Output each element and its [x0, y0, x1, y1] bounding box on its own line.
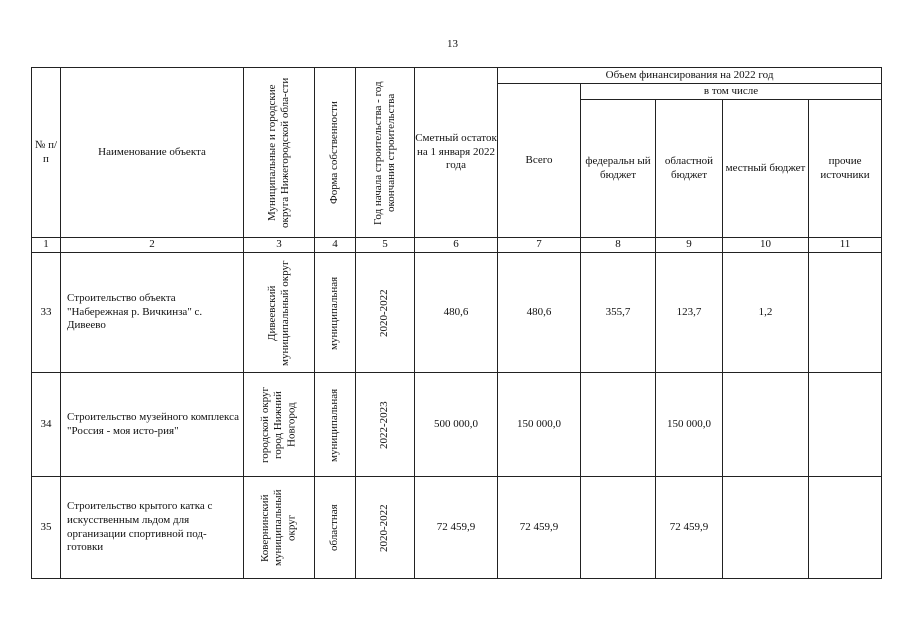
other-value [809, 373, 882, 477]
years-text: 2020-2022 [378, 288, 391, 337]
header-ownership-label: Форма собственности [328, 101, 341, 204]
row-number: 35 [32, 477, 61, 579]
column-number: 5 [356, 238, 415, 253]
years-cell [356, 253, 415, 373]
column-number: 9 [656, 238, 723, 253]
regional-value: 123,7 [656, 253, 723, 373]
total-value: 150 000,0 [498, 373, 581, 477]
header-row-number [32, 68, 61, 238]
years-text: 2020-2022 [378, 503, 391, 552]
header-subgroup [581, 84, 882, 100]
federal-value [581, 477, 656, 579]
header-subgroup-label: в том числе [703, 84, 759, 97]
header-federal [581, 100, 656, 238]
total-value: 72 459,9 [498, 477, 581, 579]
financing-table [31, 67, 882, 579]
header-federal-label: федеральн ый бюджет [585, 154, 651, 181]
ownership-text: муниципальная [328, 275, 341, 350]
header-object-name [61, 68, 244, 238]
column-number: 8 [581, 238, 656, 253]
local-value [723, 477, 809, 579]
estimate-value: 72 459,9 [415, 477, 498, 579]
header-estimate [415, 68, 498, 238]
header-row-1 [32, 68, 882, 84]
column-number-row [32, 238, 882, 253]
federal-value: 355,7 [581, 253, 656, 373]
column-number: 2 [61, 238, 244, 253]
header-row-number-label: № п/п [34, 138, 58, 165]
object-name: Строительство музейного комплекса "Россия - моя исто-рия" [61, 373, 244, 477]
header-years [356, 68, 415, 238]
header-financing-group-label: Объем финансирования на 2022 год [605, 68, 774, 81]
ownership-cell [315, 477, 356, 579]
header-years-label: Год начала строительства - год окончания строительства [371, 80, 397, 225]
header-other [809, 100, 882, 238]
district-cell [244, 477, 315, 579]
header-total-label: Всего [525, 153, 553, 166]
header-other-label: прочие источники [820, 154, 870, 181]
object-name: Строительство объекта "Набережная р. Вичкинза" с. Дивеево [61, 253, 244, 373]
header-estimate-label: Сметный остаток на 1 января 2022 года [415, 131, 497, 172]
header-regional-label: областной бюджет [664, 154, 714, 181]
column-number: 4 [315, 238, 356, 253]
estimate-value: 500 000,0 [415, 373, 498, 477]
header-district [244, 68, 315, 238]
estimate-value: 480,6 [415, 253, 498, 373]
row-number: 34 [32, 373, 61, 477]
other-value [809, 253, 882, 373]
total-value: 480,6 [498, 253, 581, 373]
header-local-label: местный бюджет [725, 161, 806, 174]
header-object-name-label: Наименование объекта [98, 145, 206, 158]
header-ownership [315, 68, 356, 238]
page-number: 13 [447, 38, 458, 50]
district-cell [244, 253, 315, 373]
column-number: 6 [415, 238, 498, 253]
row-number: 33 [32, 253, 61, 373]
regional-value: 150 000,0 [656, 373, 723, 477]
header-local [723, 100, 809, 238]
table-row [32, 477, 882, 579]
district-text: городской округ город Нижний Новгород [259, 386, 298, 463]
local-value [723, 373, 809, 477]
district-text: Ковернинский муниципальный округ [259, 489, 298, 566]
header-regional [656, 100, 723, 238]
district-cell [244, 373, 315, 477]
column-number: 10 [723, 238, 809, 253]
ownership-cell [315, 253, 356, 373]
column-number: 7 [498, 238, 581, 253]
ownership-text: областная [328, 504, 341, 551]
header-financing-group [498, 68, 882, 84]
table-row [32, 253, 882, 373]
column-number: 1 [32, 238, 61, 253]
ownership-cell [315, 373, 356, 477]
federal-value [581, 373, 656, 477]
column-number: 11 [809, 238, 882, 253]
header-district-label: Муниципальные и городские округа Нижегородской обла-сти [265, 77, 291, 228]
district-text: Дивеевский муниципальный округ [265, 259, 291, 366]
ownership-text: муниципальная [328, 387, 341, 462]
years-text: 2022-2023 [378, 400, 391, 449]
regional-value: 72 459,9 [656, 477, 723, 579]
column-number: 3 [244, 238, 315, 253]
object-name: Строительство крытого катка с искусственным льдом для организации спортивной под-готовки [61, 477, 244, 579]
years-cell [356, 477, 415, 579]
other-value [809, 477, 882, 579]
table-row [32, 373, 882, 477]
header-total [498, 84, 581, 238]
years-cell [356, 373, 415, 477]
local-value: 1,2 [723, 253, 809, 373]
